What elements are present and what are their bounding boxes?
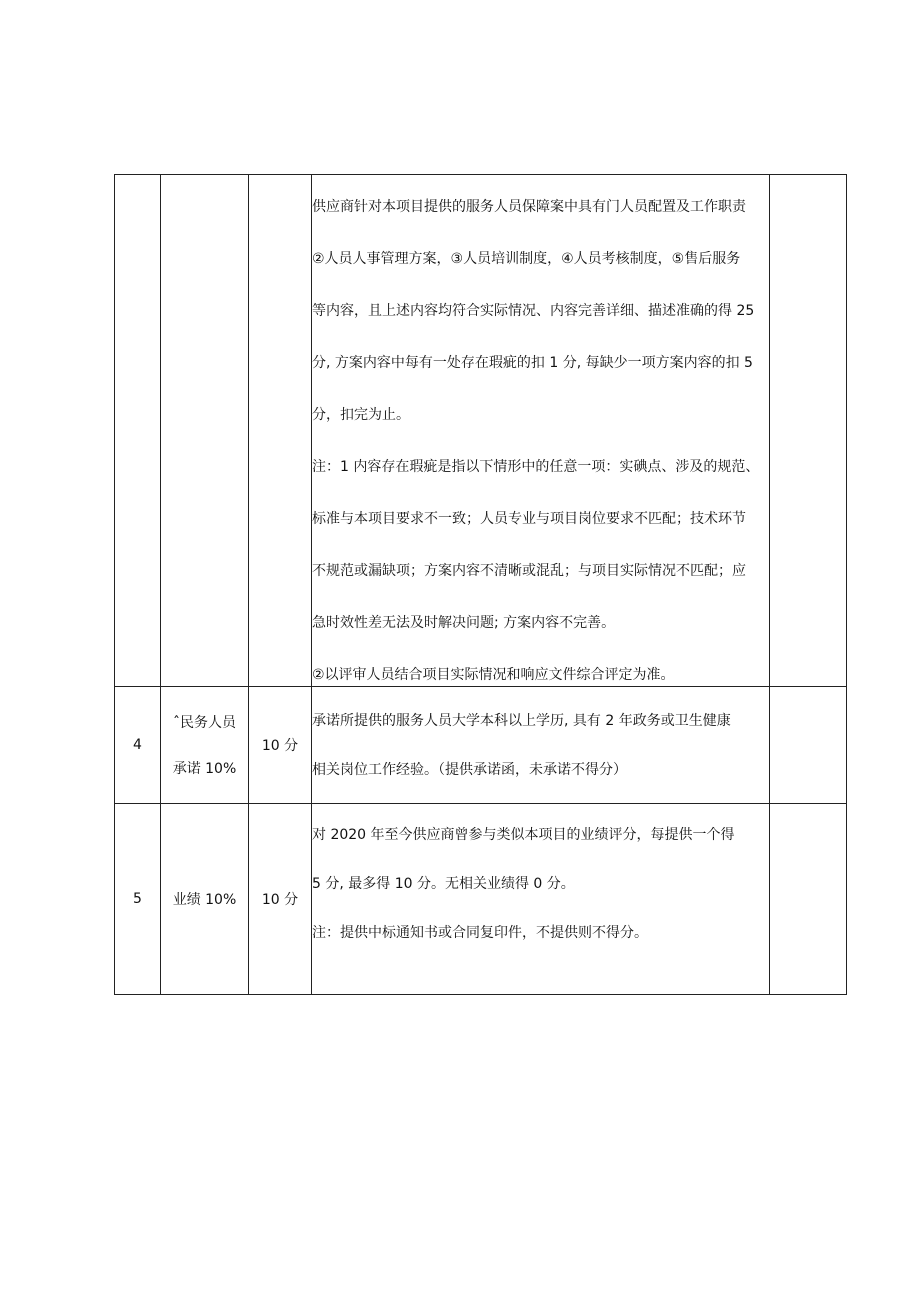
row-number-cell: 4 — [115, 687, 161, 804]
criteria-line: 分，扣完为止。 — [312, 407, 410, 423]
score-cell: 10 分 — [249, 687, 312, 804]
item-name-cell — [161, 687, 249, 804]
row-number-cell — [115, 175, 161, 687]
item-name-cell — [161, 175, 249, 687]
criteria-cell — [312, 687, 770, 804]
item-name-line: 业绩 10% — [172, 892, 237, 908]
criteria-line: 相关岗位工作经验。（提供承诺函，未承诺不得分） — [312, 761, 627, 778]
criteria-line: 5 分, 最多得 10 分。无相关业绩得 0 分。 — [312, 876, 575, 892]
criteria-line: 标准与本项目要求不一致；人员专业与项目岗位要求不匹配；技术环节 — [312, 511, 746, 527]
criteria-line: 急时效性差无法及时解决问题; 方案内容不完善。 — [312, 615, 616, 631]
table-row — [115, 687, 847, 804]
criteria-line: 不规范或漏缺项；方案内容不清晰或混乱；与项目实际情况不匹配；应 — [312, 563, 746, 579]
criteria-line: 对 2020 年至今供应商曾参与类似本项目的业绩评分，每提供一个得 — [312, 827, 735, 843]
item-name-cell — [161, 804, 249, 995]
criteria-cell — [312, 175, 770, 687]
score-cell — [249, 175, 312, 687]
scoring-table — [114, 174, 847, 995]
criteria-line: ②以评审人员结合项目实际情况和响应文件综合评定为准。 — [312, 667, 675, 683]
criteria-line: 分, 方案内容中每有一处存在瑕疵的扣 1 分, 每缺少一项方案内容的扣 5 — [312, 355, 753, 371]
criteria-line: 注：提供中标通知书或合同复印件，不提供则不得分。 — [312, 925, 648, 941]
table-row — [115, 804, 847, 995]
criteria-line: 供应商针对本项目提供的服务人员保障案中具有门人员配置及工作职责 — [312, 199, 746, 215]
row-number-cell: 5 — [115, 804, 161, 995]
item-name-line: ˆ民务人员 — [173, 715, 236, 731]
score-cell: 10 分 — [249, 804, 312, 995]
criteria-line: 等内容，且上述内容均符合实际情况、内容完善详细、描述准确的得 25 — [312, 303, 755, 319]
criteria-line: 注：1 内容存在瑕疵是指以下情形中的任意一项：实碘点、涉及的规范、 — [312, 459, 760, 475]
remarks-cell — [770, 804, 847, 995]
table-row — [115, 175, 847, 687]
item-weight-line: 承诺 10% — [172, 761, 237, 777]
criteria-line: 承诺所提供的服务人员大学本科以上学历, 具有 2 年政务或卫生健康 — [312, 712, 731, 729]
remarks-cell — [770, 175, 847, 687]
criteria-line: ②人员人事管理方案，③人员培训制度，④人员考核制度，⑤售后服务 — [312, 251, 741, 267]
remarks-cell — [770, 687, 847, 804]
criteria-cell — [312, 804, 770, 995]
